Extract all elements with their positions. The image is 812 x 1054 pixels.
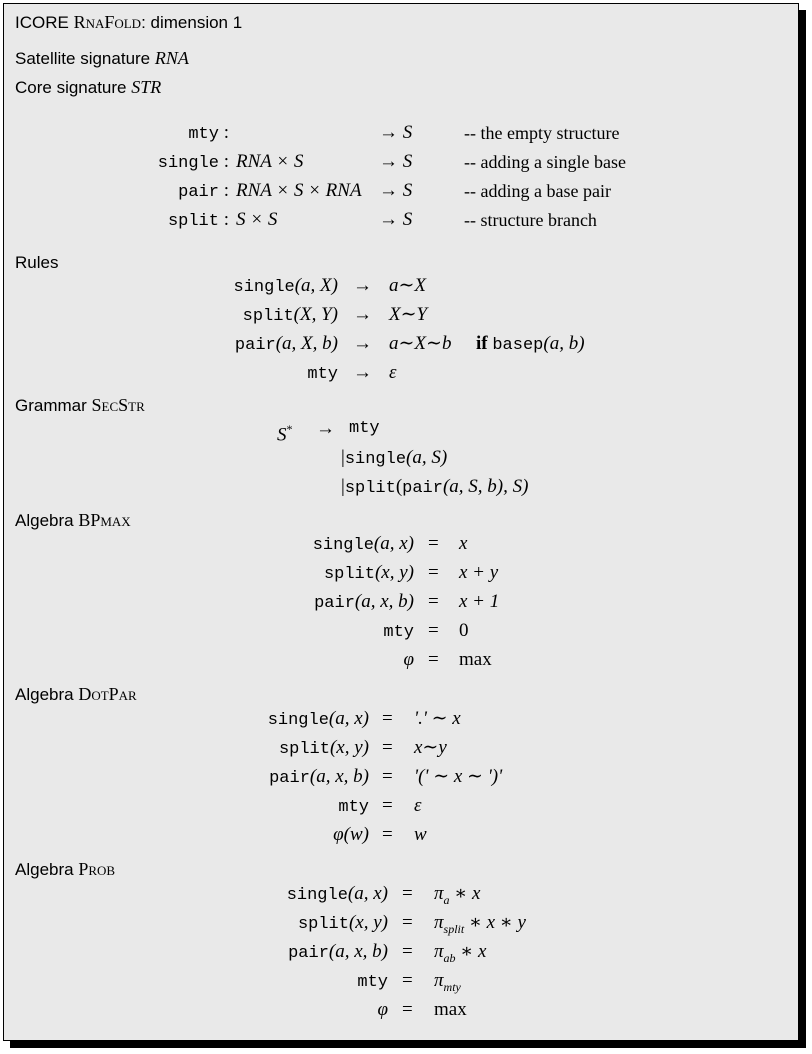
equation-row: split(x, y) = x∼y bbox=[278, 737, 447, 759]
satellite-label: Satellite signature bbox=[15, 49, 155, 68]
equation-row: split(x, y) = $\pi_{split}$ ∗ x ∗ y bbox=[297, 912, 526, 936]
algebra-dotpar-heading: Algebra DotPar bbox=[15, 684, 137, 704]
definition-box bbox=[3, 3, 799, 1041]
grammar-row: |single(a, S) bbox=[341, 447, 448, 469]
equation-row: pair(a, x, b) = $\pi_{ab}$ ∗ x bbox=[288, 941, 487, 965]
equation-row: φ = max bbox=[377, 999, 467, 1020]
algebra-prob-heading: Algebra Prob bbox=[15, 859, 116, 879]
title-prefix: ICORE bbox=[15, 13, 74, 32]
equation-row: φ(w) = w bbox=[333, 824, 427, 845]
rule-row: single(a, X) → a∼X bbox=[233, 275, 427, 297]
core-value: STR bbox=[131, 77, 162, 97]
grammar-heading: Grammar SecStr bbox=[15, 395, 145, 415]
rule-row: split(X, Y) → X∼Y bbox=[242, 304, 428, 326]
equation-row: pair(a, x, b) = x + 1 bbox=[314, 591, 500, 613]
equation-row: φ = max bbox=[403, 649, 492, 670]
core-label: Core signature bbox=[15, 78, 132, 97]
rule-row: mty → ε bbox=[307, 362, 397, 384]
title-name: RnaFold bbox=[73, 12, 142, 32]
title-suffix: : dimension 1 bbox=[141, 13, 243, 32]
signature-row: split : S × S → S -- structure branch bbox=[167, 209, 597, 231]
equation-row: mty = 0 bbox=[383, 620, 469, 642]
signature-row: single : RNA × S → S -- adding a single base bbox=[157, 151, 626, 173]
algebra-bpmax-heading: Algebra BPmax bbox=[15, 510, 131, 530]
equation-row: split(x, y) = x + y bbox=[323, 562, 499, 584]
equation-row: pair(a, x, b) = '(' ∼ x ∼ ')' bbox=[269, 766, 503, 788]
core-signature bbox=[15, 77, 161, 98]
grammar-row: |split(pair(a, S, b), S) bbox=[341, 476, 529, 498]
signature-row: mty : → S -- the empty structure bbox=[188, 122, 620, 144]
equation-row: single(a, x) = $\pi_a$ ∗ x bbox=[286, 883, 481, 907]
equation-row: single(a, x) = x bbox=[312, 533, 468, 555]
satellite-signature bbox=[15, 48, 189, 69]
rules-heading: Rules bbox=[15, 253, 59, 272]
rule-row: pair(a, X, b) → a∼X∼b if basep(a, b) bbox=[234, 333, 585, 355]
signature-row: pair : RNA × S × RNA → S -- adding a base pair bbox=[178, 180, 611, 202]
equation-row: single(a, x) = '.' ∼ x bbox=[267, 708, 461, 730]
satellite-value: RNA bbox=[154, 48, 189, 68]
equation-row: mty = ε bbox=[338, 795, 422, 817]
grammar-row: S* → mty bbox=[277, 418, 380, 446]
box-title bbox=[15, 12, 242, 33]
equation-row: mty = $\pi_{mty}$ bbox=[357, 970, 461, 994]
